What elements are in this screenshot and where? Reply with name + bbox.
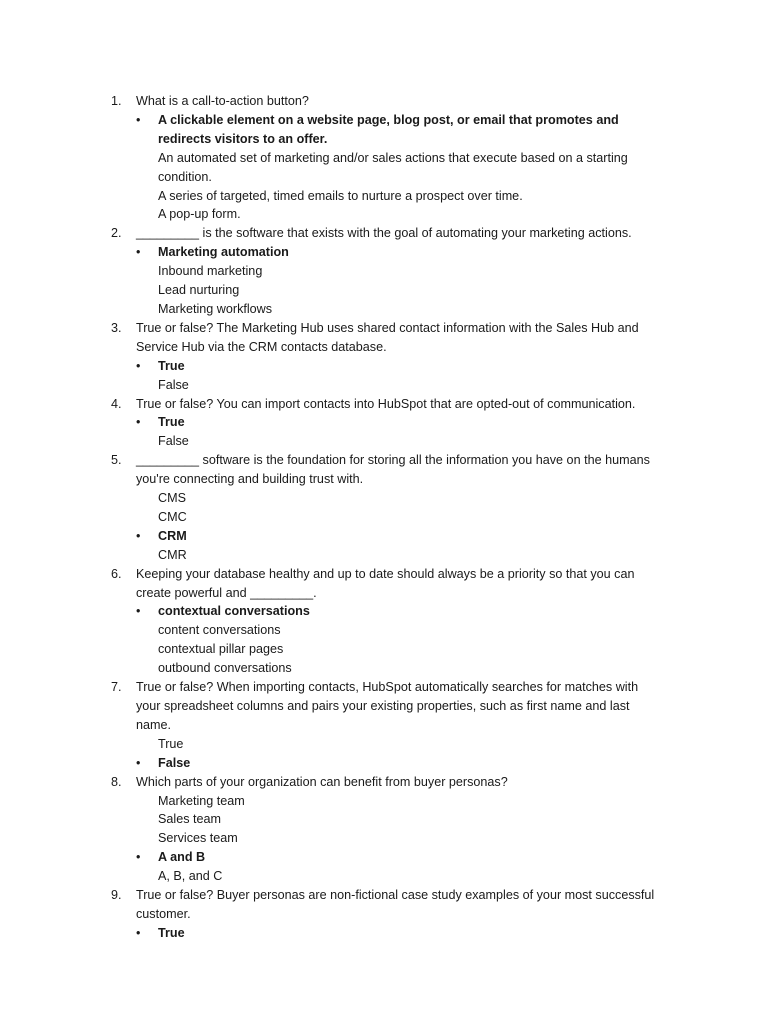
answer-text: True <box>158 925 185 940</box>
bullet-icon: • <box>136 528 141 543</box>
question-number: 8. <box>111 774 122 789</box>
answer-option-correct <box>136 924 668 943</box>
answer-option <box>158 376 668 395</box>
answer-option-correct <box>136 413 668 432</box>
answer-option-correct <box>136 357 668 376</box>
bullet-icon: • <box>136 358 141 373</box>
question-item <box>0 92 768 224</box>
question-item <box>0 451 768 564</box>
answer-text: contextual pillar pages <box>158 642 284 657</box>
question-item <box>0 565 768 678</box>
question-text: True or false? Buyer personas are non-fictional case study examples of your most successful customer. <box>136 888 655 921</box>
question-item <box>0 886 768 943</box>
answer-option <box>158 149 668 187</box>
question-item <box>0 773 768 886</box>
answer-option <box>158 262 668 281</box>
question-text: _________ software is the foundation for storing all the information you have on the humans you're connecting and building trust with. <box>136 453 650 487</box>
answer-text: False <box>158 755 191 770</box>
answer-option-correct <box>136 754 668 773</box>
answer-option <box>158 300 668 319</box>
answer-text: False <box>158 434 189 449</box>
question-text: True or false? When importing contacts, HubSpot automatically searches for matches with your spreadsheet columns and pairs your existing properties, such as first name and last name. <box>136 680 639 732</box>
answer-option <box>158 829 668 848</box>
answer-option <box>158 621 668 640</box>
answer-text: outbound conversations <box>158 661 292 676</box>
bullet-icon: • <box>136 755 141 770</box>
answer-text: Sales team <box>158 812 221 827</box>
answer-text: True <box>158 415 185 430</box>
answer-option <box>158 640 668 659</box>
answer-text: Services team <box>158 831 238 846</box>
answer-option <box>158 205 668 224</box>
question-number: 1. <box>111 94 122 108</box>
answer-option <box>158 546 668 565</box>
answer-text: False <box>158 377 189 392</box>
answer-text: True <box>158 736 184 751</box>
answer-text: CRM <box>158 528 187 543</box>
question-item <box>0 395 768 452</box>
bullet-icon: • <box>136 112 141 127</box>
bullet-icon: • <box>136 415 141 430</box>
answer-text: Inbound marketing <box>158 264 263 279</box>
answer-text: content conversations <box>158 623 281 638</box>
answer-text: CMC <box>158 509 187 524</box>
answer-text: A and B <box>158 850 206 865</box>
question-number: 5. <box>111 453 122 468</box>
answer-text: An automated set of marketing and/or sales actions that execute based on a starting condition. <box>158 150 628 184</box>
answer-text: CMS <box>158 491 186 506</box>
question-text: What is a call-to-action button? <box>136 94 309 108</box>
answer-option-correct <box>136 848 668 867</box>
answer-text: Marketing workflows <box>158 301 273 316</box>
question-text: Keeping your database healthy and up to date should always be a priority so that you can create powerful and _________. <box>136 566 635 600</box>
answer-text: Lead nurturing <box>158 283 240 298</box>
answer-text: contextual conversations <box>158 604 310 619</box>
answer-option <box>158 659 668 678</box>
answer-option-correct <box>136 243 668 262</box>
answer-option <box>158 508 668 527</box>
answer-option <box>158 810 668 829</box>
question-text: _________ is the software that exists with the goal of automating your marketing actions. <box>136 226 632 241</box>
question-item <box>0 319 768 395</box>
answer-text: A series of targeted, timed emails to nurture a prospect over time. <box>158 188 523 203</box>
question-item <box>0 678 768 773</box>
answer-option-correct <box>136 602 668 621</box>
answer-option <box>158 187 668 206</box>
question-item <box>0 224 768 319</box>
answer-option <box>158 432 668 451</box>
bullet-icon: • <box>136 925 141 940</box>
answer-text: Marketing team <box>158 793 245 808</box>
question-text: True or false? You can import contacts into HubSpot that are opted-out of communication. <box>136 396 636 411</box>
answer-text: Marketing automation <box>158 245 289 260</box>
answer-option <box>158 281 668 300</box>
question-text: True or false? The Marketing Hub uses shared contact information with the Sales Hub and Service Hub via the CRM contacts database. <box>136 320 639 354</box>
bullet-icon: • <box>136 604 141 619</box>
question-number: 4. <box>111 396 122 411</box>
answer-text: True <box>158 358 185 373</box>
answer-text: CMR <box>158 547 187 562</box>
bullet-icon: • <box>136 850 141 865</box>
answer-option <box>158 489 668 508</box>
question-number: 6. <box>111 566 122 581</box>
answer-option <box>158 735 668 754</box>
answer-text: A pop-up form. <box>158 207 241 222</box>
question-number: 2. <box>111 226 122 241</box>
question-number: 3. <box>111 320 122 335</box>
answer-text: A clickable element on a website page, blog post, or email that promotes and redirects visitors to an offer. <box>158 112 619 146</box>
answer-option <box>158 792 668 811</box>
question-text: Which parts of your organization can benefit from buyer personas? <box>136 774 508 789</box>
answer-option-correct <box>136 111 668 149</box>
question-number: 9. <box>111 888 122 903</box>
bullet-icon: • <box>136 245 141 260</box>
answer-option <box>158 867 668 886</box>
question-number: 7. <box>111 680 122 695</box>
answer-text: A, B, and C <box>158 869 223 884</box>
answer-option-correct <box>136 527 668 546</box>
